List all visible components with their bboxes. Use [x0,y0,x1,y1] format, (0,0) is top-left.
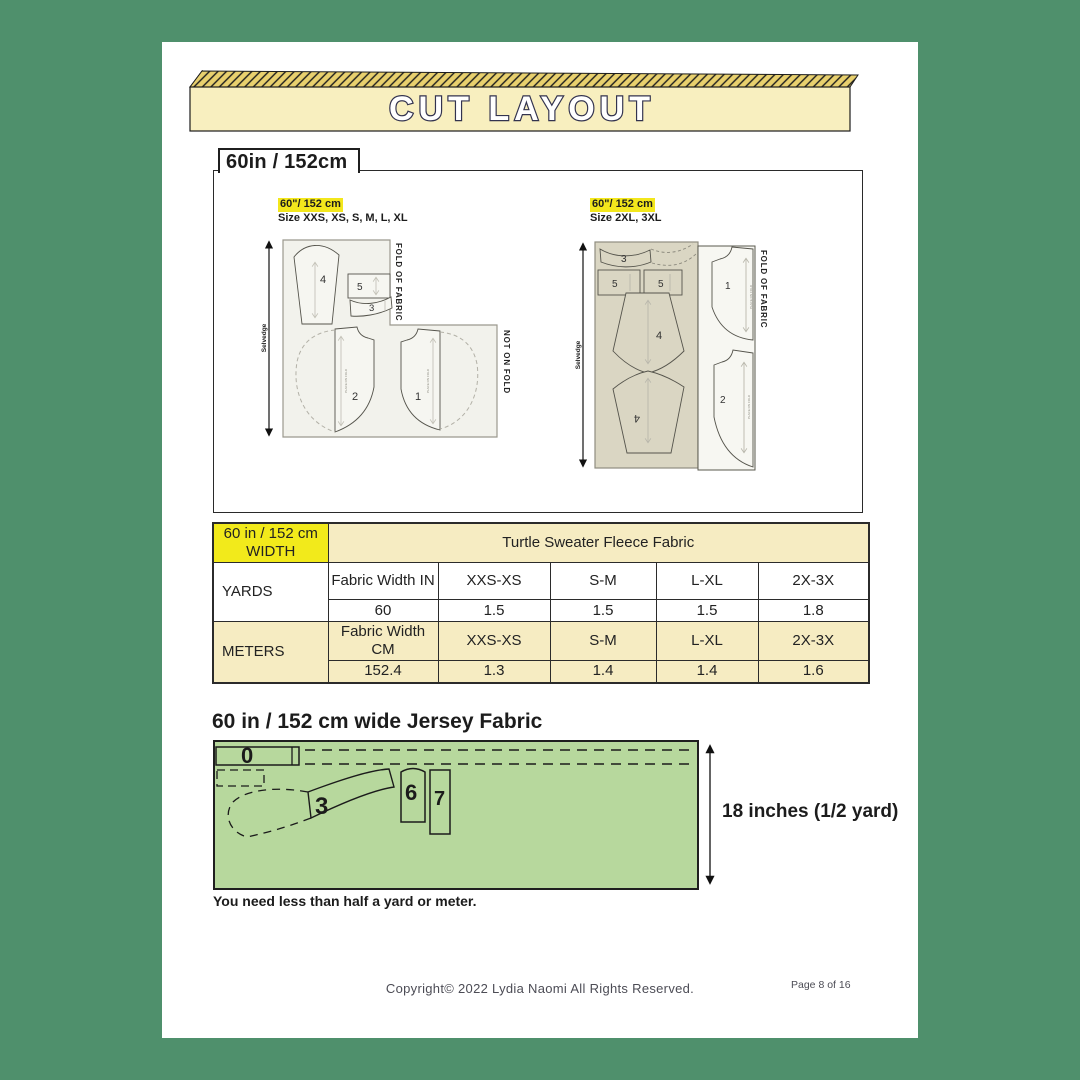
table-cell: Fabric Width CM [328,622,438,661]
piece-label-6: 6 [405,780,418,805]
piece-label-3: 3 [369,303,375,314]
pattern-piece-3 [228,769,394,837]
page-number: Page 8 of 16 [791,979,851,991]
selvedge-label: Selvedge [261,323,268,353]
jersey-height-label: 18 inches (1/2 yard) [722,801,899,822]
table-cell: 2X-3X [758,563,869,600]
left-sizes-label: Size XXS, XS, S, M, L, XL [278,211,408,224]
cut-layout-banner [184,70,860,134]
piece-label-4: 4 [656,330,663,342]
table-cell: Fabric Width IN [328,563,438,600]
fabric-header-cell: Turtle Sweater Fleece Fabric [328,523,869,563]
fold-of-fabric-label: FOLD OF FABRIC [759,250,768,329]
not-on-fold-label: NOT ON FOLD [502,330,511,394]
piece-label-1: 1 [725,281,731,292]
table-cell: S-M [550,622,656,661]
width-tab: 60in / 152cm [218,148,360,173]
pattern-piece-5-right [644,270,682,295]
pattern-piece-7 [430,770,450,834]
right-width-label: 60"/ 152 cm [592,198,653,210]
piece-label-2: 2 [720,395,726,406]
table-cell: L-XL [656,563,758,600]
right-diagram-label [590,198,662,226]
table-cell: 1.4 [656,661,758,683]
piece-label-3: 3 [621,254,627,265]
table-cell: XXS-XS [438,563,550,600]
table-cell: 1.6 [758,661,869,683]
pattern-piece-5-left [598,270,640,295]
table-cell: 60 [328,600,438,622]
table-cell: S-M [550,563,656,600]
table-cell: 2X-3X [758,622,869,661]
mirror-dashed-outline [228,789,311,837]
table-cell: 1.4 [550,661,656,683]
yards-header-row [213,563,869,600]
place-on-fold-label: PLACE ON FOLD [344,368,348,394]
right-sizes-label: Size 2XL, 3XL [590,211,662,224]
place-on-fold-label: PLACE ON FOLD [749,284,753,310]
selvedge-arrow [575,244,583,466]
piece-label-2: 2 [352,391,359,403]
table-cell: 1.5 [550,600,656,622]
piece-label-0: 0 [241,743,254,768]
jersey-heading: 60 in / 152 cm wide Jersey Fabric [212,710,543,733]
piece-label-5: 5 [658,279,664,290]
fabric-requirements-table [212,522,870,684]
selvedge-label: Selvedge [575,340,582,370]
table-cell: 1.3 [438,661,550,683]
piece-label-4: 4 [633,412,640,424]
pattern-piece-4 [294,245,339,324]
banner-title: CUT LAYOUT [389,90,655,128]
height-arrow [702,742,722,887]
yards-label-cell: YARDS [213,563,328,622]
table-cell: 152.4 [328,661,438,683]
left-width-label: 60"/ 152 cm [280,198,341,210]
piece-label-5: 5 [612,279,618,290]
table-cell: 1.8 [758,600,869,622]
meters-label-cell: METERS [213,622,328,683]
banner-top-face [190,71,858,87]
width-header-cell: 60 in / 152 cm WIDTH [213,523,328,563]
banner-ribbon-graphic [184,70,860,134]
jersey-note: You need less than half a yard or meter. [213,893,477,909]
right-cut-diagram [570,237,775,482]
table-cell: 1.5 [656,600,758,622]
jersey-fabric-diagram [213,740,699,890]
table-header-row [213,523,869,563]
table-cell: XXS-XS [438,622,550,661]
dashed-piece-outline [217,770,264,786]
jersey-pieces-graphic [215,742,697,888]
pattern-piece-0 [216,743,299,768]
piece-label-3: 3 [315,793,329,820]
piece-label-5: 5 [357,282,363,293]
piece-label-4: 4 [320,274,327,286]
pattern-piece-5 [348,274,390,298]
table-cell: L-XL [656,622,758,661]
pattern-piece-6 [401,769,425,823]
fold-of-fabric-label: FOLD OF FABRIC [394,243,403,322]
piece-label-7: 7 [434,788,446,810]
selvedge-arrow [261,242,269,435]
place-on-fold-label: PLACE ON FOLD [426,368,430,394]
place-on-fold-label: PLACE ON FOLD [747,394,751,420]
piece-label-1: 1 [415,391,422,403]
copyright-text: Copyright© 2022 Lydia Naomi All Rights Reserved. [385,981,695,996]
document-page [162,42,918,1038]
left-cut-diagram [257,237,527,452]
meters-header-row [213,622,869,661]
left-diagram-label [278,198,408,226]
table-cell: 1.5 [438,600,550,622]
